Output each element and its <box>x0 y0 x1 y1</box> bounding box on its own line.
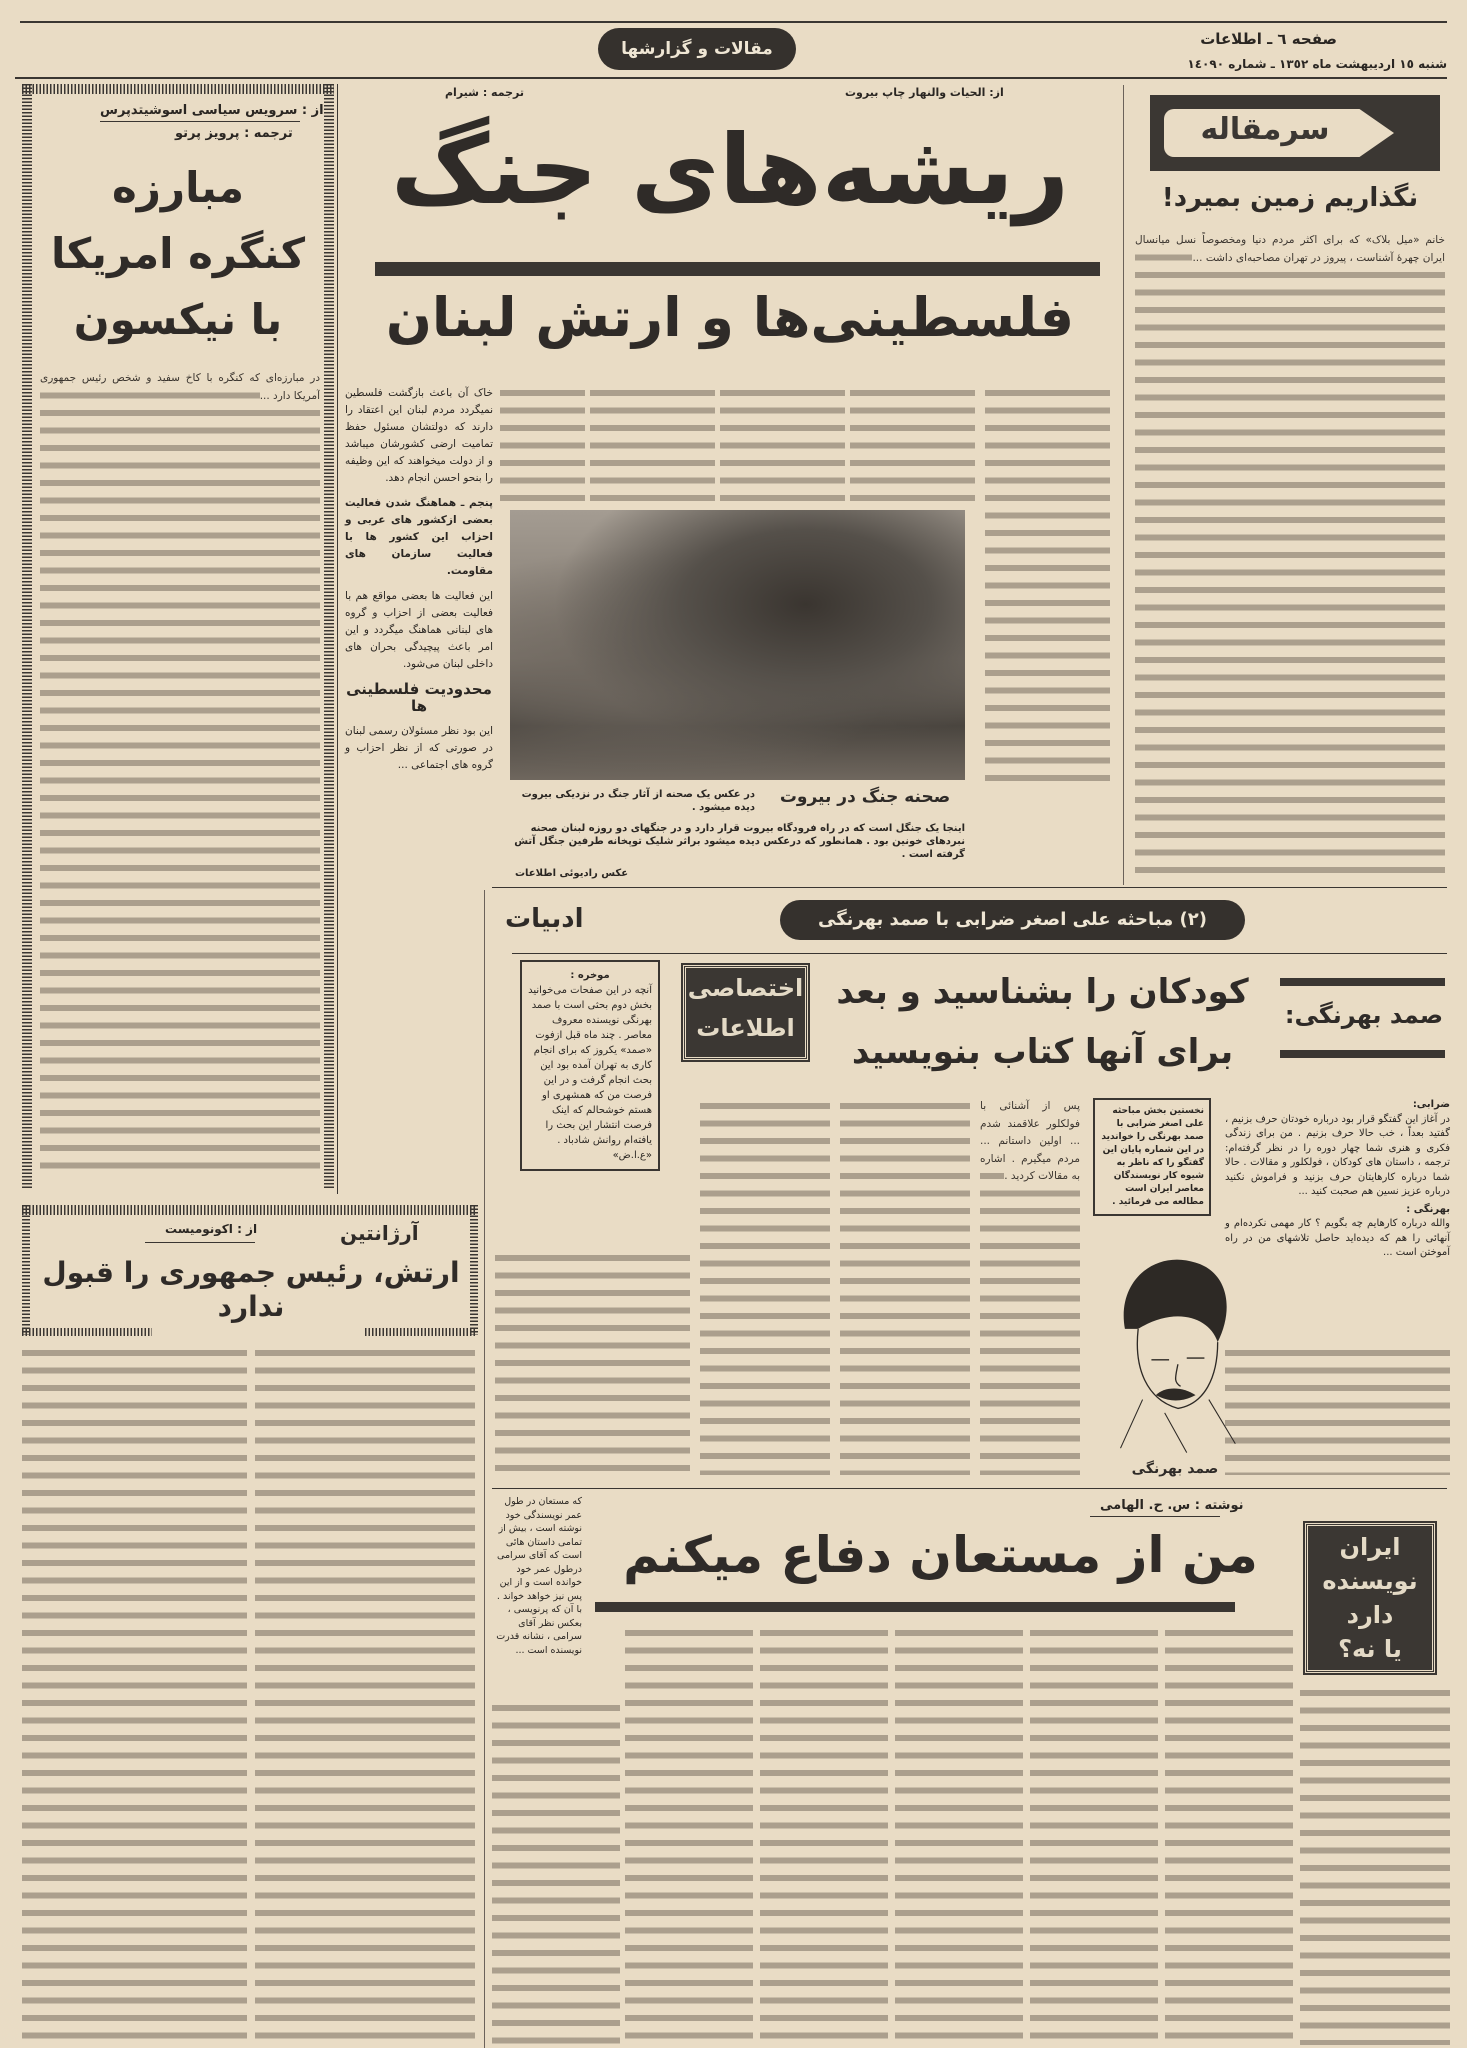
photo-credit: عکس رادیوئی اطلاعات <box>515 868 629 879</box>
photo-title: صحنه جنگ در بیروت <box>779 787 951 807</box>
editorial-badge <box>1150 95 1440 171</box>
section-rule <box>492 1488 1447 1489</box>
section-rule <box>512 953 1447 954</box>
left-headline: مبارزه کنگره امریکا با نیکسون <box>50 163 306 344</box>
subhead: پنجم ـ هماهنگ شدن فعالیت بعضی ازکشور های عربی و احزاب این کشور ها با فعالیت سازمان های مقاومت. <box>345 497 493 577</box>
exclusive-badge: اختصاصی اطلاعات <box>683 965 808 1060</box>
left-translator: ترجمه : پرویز پرتو <box>175 126 293 141</box>
column-divider <box>1123 85 1124 885</box>
interview-col-right-cont <box>1225 1345 1450 1475</box>
argentina-source: از : اکونومیست <box>165 1222 258 1236</box>
header-rule <box>15 77 1447 79</box>
editorial-title: نگذاریم زمین بمیرد! <box>1161 183 1419 213</box>
bottom-col <box>895 1625 1023 2045</box>
photo-note: در عکس یک صحنه از آثار جنگ در نزدیکی بیروت دیده میشود . <box>521 789 755 813</box>
subhead: محدودیت فلسطینی ها <box>346 680 492 715</box>
hatched-border <box>324 84 334 1189</box>
intro-box: نخستین بخش مباحثه علی اصغر ضرابی با صمد بهرنگی را خواندید در این شماره پایان این گفتگو را که ناظر به شیوه کار نویسندگان معاصر ایران است مطالعه می فرمائید . <box>1093 1098 1211 1216</box>
headline-bar <box>595 1602 1235 1612</box>
hatched-border <box>22 1205 30 1335</box>
editorial-body: خانم «میل بلاک» که برای اکثر مردم دنیا ومخصوصاً نسل میانسال ایران چهرهٔ آشناست ، پیروز در تهران مصاحبه‌ای داشت ... <box>1135 232 1445 880</box>
photo-caption: اینجا یک جنگل است که در راه فرودگاه بیروت قرار دارد و در جنگهای دو روزه لبنان صحنه نبردهای خونین بود . همانطور که درعکس دیده میشود براثر شلیک توپخانه طرفین جنگل آتش گرفته است . <box>514 823 965 860</box>
bottom-headline: من از مستعان دفاع میکنم <box>623 1526 1258 1584</box>
main-headline: ریشه‌های جنگ <box>391 114 1069 226</box>
argentina-col-2 <box>22 1345 247 2045</box>
main-translator: ترجمه : شیرام <box>445 86 524 99</box>
main-col-1 <box>985 385 1110 785</box>
source-rule <box>145 1242 255 1243</box>
main-subheadline: فلسطینی‌ها و ارتش لبنان <box>385 286 1075 349</box>
speaker-label: صمد بهرنگی: <box>1284 1001 1444 1029</box>
portrait-caption: صمد بهرنگی <box>1131 1461 1219 1477</box>
interview-col-right: ضرابی: در آغاز این گفتگو قرار بود درباره خودتان حرف بزنیم ، گفتید بعداً ، خب حالا حرف بزنیم . من برای زندگی فکری و هنری شما چهار دوره را در نظر گرفته‌ام: ترجمه ، داستان های کودکان ، فولکلور و مقالات . حالا شما درباره کارهایتان حرف بزنید و فراموش نکنید درباره عزیز نسین هم صحبت کنید ... بهرنگی : والله درباره کارهایم چه بگویم ؟ کار مهمی نکرده‌ام و آنهائی را هم که دیده‌اید حاصل تلاشهای من در راه آموختن است ... <box>1225 1099 1450 1258</box>
date-line: شنبه ١٥ اردیبهشت ماه ١٣٥٢ ـ شماره ١٤٠٩٠ <box>1187 57 1447 71</box>
main-col-3 <box>720 385 845 505</box>
bottom-col <box>1030 1625 1158 2045</box>
main-col-6: خاک آن باعث بازگشت فلسطین نمیگردد مردم لبنان این اعتقاد را دارند که دولتشان مسئول حفظ تمامیت ارضی کشورشان میباشد و از دولت میخواهند که این وظیفه را بنحو احسن انجام دهد. پنجم ـ هماهنگ شدن فعالیت بعضی ازکشور های عربی و احزاب این کشور ها با فعالیت سازمان های مقاومت. این فعالیت ها بعضی مواقع هم با فعالیت بعضی از احزاب و گروه های لبنانی هماهنگ میگردد و این امر باعث پیچیدگی بحران های داخلی لبنان می‌شود. محدودیت فلسطینی ها این بود نظر مسئولان رسمی لبنان در صورتی که از نظر احزاب و گروه های اجتماعی ... <box>345 387 493 771</box>
interview-col <box>495 1250 690 1475</box>
interview-col <box>840 1098 970 1475</box>
hatched-border <box>22 1328 152 1336</box>
bottom-col <box>1300 1685 1450 2045</box>
hatched-border <box>470 1205 478 1335</box>
bottom-col <box>625 1625 753 2045</box>
hatched-border <box>22 84 32 1189</box>
hatched-border <box>22 84 334 94</box>
author-rule <box>1090 1516 1220 1517</box>
left-body: در مبارزه‌ای که کنگره با کاخ سفید و شخص رئیس جمهوری آمریکا دارد ... <box>40 370 320 1180</box>
literature-banner: (٢) مباحثه علی اصغر ضرابی با صمد بهرنگی <box>780 900 1245 940</box>
bottom-col <box>1165 1625 1293 2045</box>
hatched-border <box>365 1328 477 1336</box>
writer-question-box: ایران نویسنده دارد یا نه؟ <box>1305 1523 1435 1673</box>
beirut-war-photo <box>510 510 965 780</box>
argentina-kicker: آرژانتین <box>340 1221 419 1245</box>
literature-headline: کودکان را بشناسید و بعد برای آنها کتاب بنویسید <box>836 972 1249 1072</box>
main-col-4 <box>590 385 715 505</box>
literature-section: ادبیات <box>505 904 584 934</box>
editorial-badge-label: سرمقاله <box>1200 112 1330 147</box>
top-rule <box>20 21 1447 23</box>
main-col-2 <box>850 385 975 505</box>
speaker-bar <box>1280 978 1445 986</box>
column-divider <box>337 84 338 1194</box>
bottom-col <box>760 1625 888 2045</box>
left-source: از : سرویس سیاسی اسوشیتدپرس <box>100 103 324 118</box>
bottom-col-intro: که مستعان در طول عمر نویسندگی خود نوشته است ، بیش از تمامی داستان هائی است که آقای سرامی درطول عمر خود خوانده است و از این پس نیز خواهد خواند . با آن که پرنویسی ، بعکس نظر آقای سرامی ، نشانه قدرت نویسنده است ... <box>496 1496 582 1656</box>
bottom-author: نوشته : س. ح. الهامی <box>1100 1498 1244 1513</box>
column-divider <box>484 890 485 2048</box>
hatched-border <box>22 1205 477 1215</box>
main-col-5 <box>500 385 585 505</box>
headline-bar <box>375 262 1100 276</box>
interview-col: پس از آشنائی با فولکلور علاقمند شدم ... اولین داستانم ... مردم میگیرم . اشاره به مقالات کردید . <box>980 1098 1080 1475</box>
argentina-headline: ارتش، رئیس جمهوری را قبول ندارد <box>42 1256 460 1323</box>
section-rule <box>492 887 1447 888</box>
afterword-box: موخره : آنچه در این صفحات می‌خوانید بخش دوم بحثی است با صمد بهرنگی نویسنده معروف معاصر . چند ماه قبل ازفوت «صمد» یکروز که برای انجام کاری به تهران آمده بود این بحث انجام گرفت و در این فرصت من که همشهری او هستم خوشحالم که اینک فرصت انتشار این بحث را یافته‌ام روانش شادباد . «ع.ا.ض» <box>520 960 660 1171</box>
interview-col <box>700 1098 830 1475</box>
page-label: صفحه ٦ ـ اطلاعات <box>1200 30 1337 48</box>
section-badge: مقالات و گزارشها <box>598 28 796 70</box>
argentina-col-1 <box>255 1345 475 2045</box>
main-source: از: الحیات والنهار چاپ بیروت <box>845 86 1004 99</box>
portrait-drawing <box>1100 1245 1247 1457</box>
bottom-col <box>492 1700 620 2045</box>
source-rule <box>100 121 300 122</box>
speaker-bar <box>1280 1050 1445 1058</box>
